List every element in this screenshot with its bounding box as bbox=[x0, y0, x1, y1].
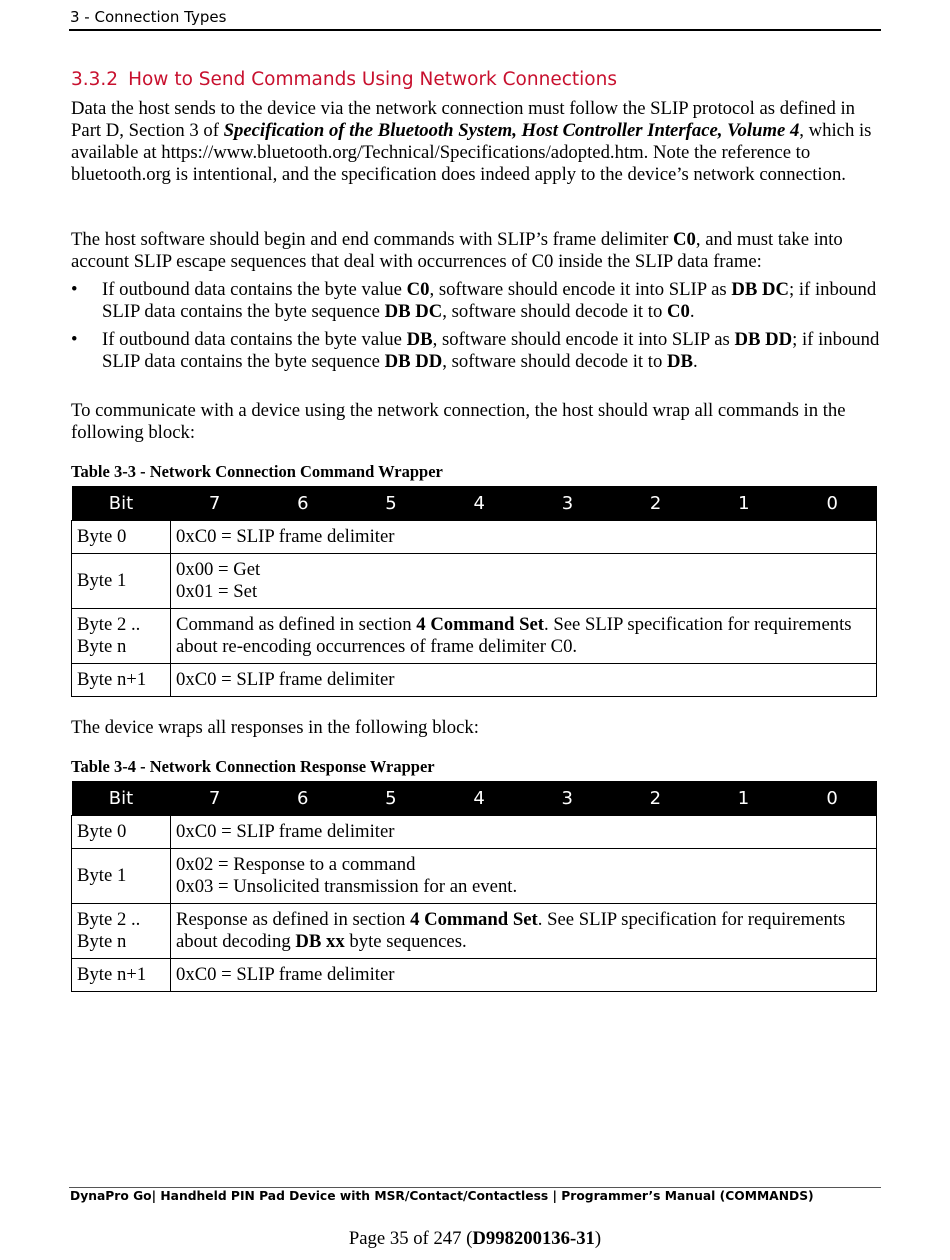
row-label: Byte n+1 bbox=[72, 664, 171, 697]
header-cell: 0 bbox=[788, 781, 877, 816]
header-cell: 7 bbox=[171, 781, 259, 816]
bullet-icon: • bbox=[71, 329, 78, 350]
table-header-row bbox=[72, 486, 877, 521]
row-value: 0x00 = Get 0x01 = Set bbox=[171, 554, 877, 609]
header-cell: 2 bbox=[612, 486, 700, 521]
para2-text-a: The host software should begin and end commands with SLIP’s frame delimiter bbox=[71, 229, 674, 250]
header-cell: 4 bbox=[435, 781, 523, 816]
header-cell: 5 bbox=[347, 486, 435, 521]
para2-bold: C0 bbox=[673, 229, 696, 250]
row-label: Byte 2 .. Byte n bbox=[72, 904, 171, 959]
paragraph-response-wrap: The device wraps all responses in the following block: bbox=[71, 717, 479, 738]
table-caption: Table 3-4 - Network Connection Response Wrapper bbox=[71, 757, 435, 776]
spec-title: Specification of the Bluetooth System, Host Controller Interface, Volume 4 bbox=[223, 120, 800, 141]
section-number: 3.3.2 bbox=[71, 69, 119, 90]
row-value: 0xC0 = SLIP frame delimiter bbox=[171, 959, 877, 992]
para1-text-b: , which is available at https://www.bluetooth.org/Technical/Specifications/adopted.htm. Note the reference to bluetooth.org is intentional, and the specification does indeed apply to the device’s network connection. bbox=[71, 120, 872, 185]
header-cell: 1 bbox=[700, 486, 788, 521]
section-title: How to Send Commands Using Network Connections bbox=[128, 69, 617, 90]
header-cell: 1 bbox=[699, 781, 787, 816]
header-cell: Bit bbox=[72, 781, 171, 816]
table-header-row bbox=[72, 781, 877, 816]
row-value: Command as defined in section 4 Command Set. See SLIP specification for requirements about re-encoding occurrences of frame delimiter C0. bbox=[171, 609, 877, 664]
running-header: 3 - Connection Types bbox=[70, 8, 227, 26]
row-label: Byte n+1 bbox=[72, 959, 171, 992]
table-row bbox=[72, 554, 877, 609]
header-cell: 2 bbox=[611, 781, 699, 816]
header-cell: 3 bbox=[523, 781, 611, 816]
list-item: • If outbound data contains the byte value C0, software should encode it into SLIP as DB DC; if inbound SLIP data contains the byte sequence DB DC, software should decode it to C0. bbox=[71, 279, 877, 322]
row-label: Byte 0 bbox=[72, 816, 171, 849]
table-row bbox=[72, 816, 877, 849]
table-row bbox=[72, 521, 877, 554]
table-row bbox=[72, 904, 877, 959]
response-wrapper-table bbox=[71, 781, 877, 992]
row-value: 0xC0 = SLIP frame delimiter bbox=[171, 664, 877, 697]
header-cell: 6 bbox=[259, 781, 347, 816]
table-row bbox=[72, 959, 877, 992]
header-cell: 6 bbox=[259, 486, 347, 521]
paragraph-command-wrap: To communicate with a device using the network connection, the host should wrap all commands in the following block: bbox=[71, 400, 846, 443]
para1-text-a: Data the host sends to the device via the network connection must follow the SLIP protocol as defined in Part D, Section 3 of bbox=[71, 98, 855, 141]
footer-rule bbox=[69, 1187, 881, 1188]
table-row bbox=[72, 664, 877, 697]
header-cell: Bit bbox=[72, 486, 171, 521]
command-wrapper-table bbox=[71, 486, 877, 697]
table-caption: Table 3-3 - Network Connection Command Wrapper bbox=[71, 462, 443, 481]
bullet-icon: • bbox=[71, 279, 78, 300]
table-row bbox=[72, 849, 877, 904]
document-id: D998200136-31 bbox=[472, 1228, 595, 1249]
running-footer: DynaPro Go| Handheld PIN Pad Device with MSR/Contact/Contactless | Programmer’s Manual (COMMANDS) bbox=[70, 1189, 814, 1203]
row-label: Byte 1 bbox=[72, 554, 171, 609]
row-value: 0x02 = Response to a command 0x03 = Unsolicited transmission for an event. bbox=[171, 849, 877, 904]
row-label: Byte 1 bbox=[72, 849, 171, 904]
row-value: Response as defined in section 4 Command Set. See SLIP specification for requirements about decoding DB xx byte sequences. bbox=[171, 904, 877, 959]
header-cell: 5 bbox=[347, 781, 435, 816]
row-value: 0xC0 = SLIP frame delimiter bbox=[171, 816, 877, 849]
header-cell: 4 bbox=[435, 486, 523, 521]
page-number: Page 35 of 247 (D998200136-31) bbox=[348, 1228, 602, 1249]
list-item: • If outbound data contains the byte value DB, software should encode it into SLIP as DB DD; if inbound SLIP data contains the byte sequence DB DD, software should decode it to DB. bbox=[71, 329, 880, 372]
header-cell: 7 bbox=[171, 486, 259, 521]
row-label: Byte 0 bbox=[72, 521, 171, 554]
para2-text-c: , and must take into account SLIP escape sequences that deal with occurrences of C0 inside the SLIP data frame: bbox=[71, 229, 843, 272]
paragraph-slip-protocol bbox=[71, 98, 883, 186]
row-label: Byte 2 .. Byte n bbox=[72, 609, 171, 664]
header-rule bbox=[69, 29, 881, 31]
paragraph-frame-delimiter bbox=[71, 229, 883, 273]
header-cell: 0 bbox=[788, 486, 877, 521]
escape-sequence-list bbox=[71, 279, 883, 379]
section-heading bbox=[71, 69, 617, 90]
row-value: 0xC0 = SLIP frame delimiter bbox=[171, 521, 877, 554]
table-row bbox=[72, 609, 877, 664]
header-cell: 3 bbox=[523, 486, 611, 521]
